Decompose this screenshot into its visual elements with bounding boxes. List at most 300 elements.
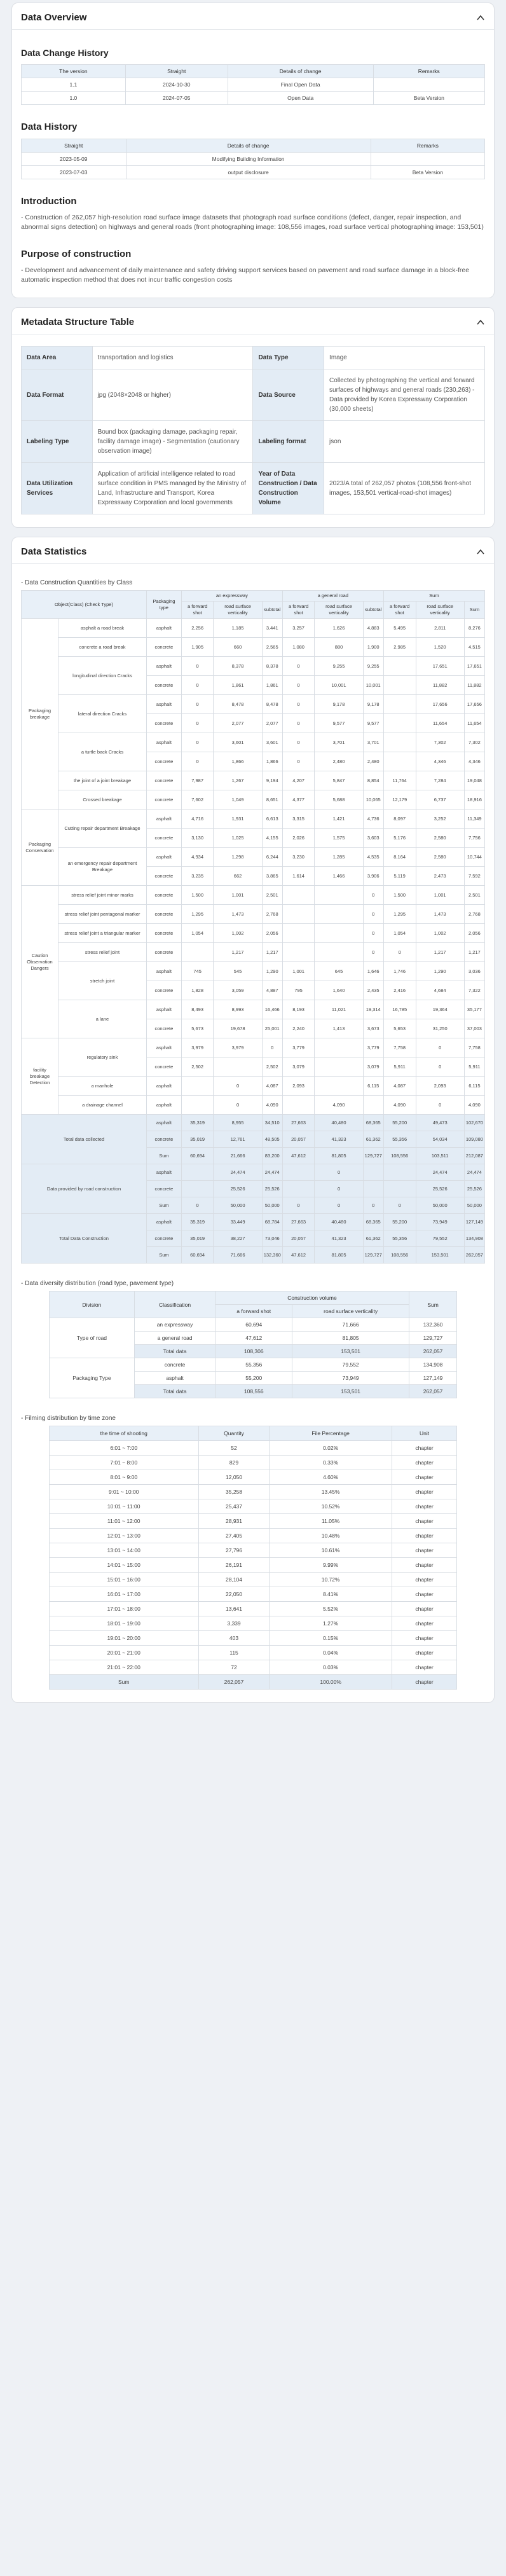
table-cell [282, 1164, 315, 1181]
table-cell: 134,908 [464, 1230, 484, 1247]
column-header: Details of change [228, 65, 373, 78]
table-cell: asphalt [146, 1077, 181, 1096]
table-row [49, 1470, 456, 1485]
table-cell: 0 [262, 1038, 282, 1057]
table-cell: 127,149 [464, 1214, 484, 1230]
data-statistics-card [11, 537, 495, 1703]
table-cell: 47,612 [282, 1247, 315, 1264]
table-cell: 6,244 [262, 848, 282, 867]
metadata-row [22, 463, 485, 514]
group-label: Packaging breakage [22, 619, 58, 809]
table-row [49, 1587, 456, 1602]
metadata-value: Application of artificial intelligence related to road surface condition in PMS managed by the Ministry of Land, Infrastructure and Transport, Korea Expressway Corporation and local governments [92, 463, 253, 514]
table-cell: 11,654 [416, 714, 464, 733]
table-cell [282, 905, 315, 924]
table-cell: asphalt [146, 1000, 181, 1019]
table-cell: 4,346 [416, 752, 464, 771]
table-cell [315, 1077, 363, 1096]
table-cell: 1,267 [214, 771, 262, 790]
table-cell: 129,727 [363, 1247, 383, 1264]
table-cell: 212,087 [464, 1148, 484, 1164]
table-cell: 103,511 [416, 1148, 464, 1164]
table-cell: 9,577 [315, 714, 363, 733]
table-cell: 645 [315, 962, 363, 981]
table-cell: 26,191 [198, 1558, 270, 1573]
table-cell: 9.99% [270, 1558, 392, 1573]
table-cell: 2024-10-30 [125, 78, 228, 92]
table-cell: 545 [214, 962, 262, 981]
table-cell: 16,466 [262, 1000, 282, 1019]
table-cell: concrete [146, 1181, 181, 1197]
table-cell: 880 [315, 638, 363, 657]
table-cell [282, 924, 315, 943]
table-cell: concrete [146, 771, 181, 790]
table-cell: 71,666 [292, 1318, 409, 1332]
table-cell: asphalt [146, 657, 181, 676]
table-cell: 7,592 [464, 867, 484, 886]
table-cell: 50,000 [214, 1197, 262, 1214]
table-row [49, 1514, 456, 1529]
table-cell: 48,505 [262, 1131, 282, 1148]
table-cell: 0 [282, 695, 315, 714]
table-cell: 0 [181, 752, 214, 771]
chevron-up-icon[interactable] [476, 318, 485, 327]
table-cell: 13:01 ~ 14:00 [49, 1543, 198, 1558]
table-cell: 73,046 [262, 1230, 282, 1247]
table-cell: 2,480 [363, 752, 383, 771]
data-overview-card [11, 3, 495, 298]
table-cell: 4,515 [464, 638, 484, 657]
table-cell: 24,474 [464, 1164, 484, 1181]
change-history-table [21, 64, 485, 105]
table-row [49, 1441, 456, 1456]
table-cell: chapter [392, 1675, 456, 1690]
table-cell: asphalt [146, 962, 181, 981]
table-cell: 132,360 [409, 1318, 456, 1332]
table-cell: 0 [363, 943, 383, 962]
table-cell: 3,036 [464, 962, 484, 981]
table-cell: 2,502 [181, 1057, 214, 1077]
table-cell: 1,001 [214, 886, 262, 905]
table-cell: concrete [146, 886, 181, 905]
table-cell: 5.52% [270, 1602, 392, 1616]
table-row [22, 924, 485, 943]
table-cell: 81,805 [292, 1332, 409, 1345]
table-cell: 1,646 [363, 962, 383, 981]
table-cell: 4,090 [464, 1096, 484, 1115]
metadata-label: Data Area [22, 347, 93, 369]
table-cell: 0 [363, 905, 383, 924]
table-row [49, 1456, 456, 1470]
table-cell: 1,290 [262, 962, 282, 981]
table-cell: chapter [392, 1499, 456, 1514]
table-cell: 7,302 [416, 733, 464, 752]
table-row [22, 92, 485, 105]
table-cell: 262,057 [198, 1675, 270, 1690]
table-cell: 1,298 [214, 848, 262, 867]
chevron-up-icon[interactable] [476, 13, 485, 22]
table-cell: concrete [146, 867, 181, 886]
table-cell: 0 [315, 1197, 363, 1214]
table-cell: concrete [146, 1131, 181, 1148]
table-cell: 49,473 [416, 1115, 464, 1131]
table-cell: 3,603 [363, 829, 383, 848]
table-cell: 8,378 [262, 657, 282, 676]
table-cell: 108,556 [383, 1247, 416, 1264]
table-cell: 2,077 [214, 714, 262, 733]
table-cell: 13,641 [198, 1602, 270, 1616]
table-cell: 20:01 ~ 21:00 [49, 1646, 198, 1660]
division-label: Type of road [49, 1318, 134, 1358]
table-cell: 0 [282, 752, 315, 771]
table-cell: 6,737 [416, 790, 464, 809]
table-cell: 68,784 [262, 1214, 282, 1230]
table-cell: 20,057 [282, 1131, 315, 1148]
table-cell: 5,847 [315, 771, 363, 790]
table-cell [383, 676, 416, 695]
time-zone-table [49, 1426, 457, 1690]
metadata-label: Data Type [253, 347, 324, 369]
table-cell: 35,019 [181, 1230, 214, 1247]
table-cell: 7,758 [383, 1038, 416, 1057]
table-cell: 11,882 [416, 676, 464, 695]
table-cell: 35,177 [464, 1000, 484, 1019]
table-cell: 0 [181, 695, 214, 714]
metadata-label: Labeling Type [22, 421, 93, 463]
table-cell: 60,694 [181, 1247, 214, 1264]
table-cell: 7,987 [181, 771, 214, 790]
forward-shot-header: a forward shot [282, 602, 315, 619]
table-cell: 18,916 [464, 790, 484, 809]
table-row [22, 943, 485, 962]
table-row [22, 1096, 485, 1115]
table-cell [363, 1096, 383, 1115]
table-cell: chapter [392, 1441, 456, 1456]
table-row [49, 1543, 456, 1558]
table-cell: 1,473 [214, 905, 262, 924]
object-label: the joint of a joint breakage [58, 771, 147, 790]
table-cell: 9,178 [363, 695, 383, 714]
table-cell: Beta Version [373, 92, 484, 105]
table-cell: 16:01 ~ 17:00 [49, 1587, 198, 1602]
table-cell: 55,200 [215, 1372, 292, 1385]
table-cell: 7:01 ~ 8:00 [49, 1456, 198, 1470]
total-row [22, 1214, 485, 1230]
table-cell: 5,673 [181, 1019, 214, 1038]
table-cell: 108,556 [215, 1385, 292, 1398]
table-cell: 5,176 [383, 829, 416, 848]
introduction-heading: Introduction [21, 196, 77, 207]
metadata-card [11, 307, 495, 528]
metadata-header[interactable] [12, 308, 494, 334]
data-statistics-title: Data Statistics [21, 546, 87, 557]
table-cell: concrete [146, 790, 181, 809]
table-cell: 17,651 [416, 657, 464, 676]
purpose-heading: Purpose of construction [21, 249, 132, 259]
metadata-value: json [324, 421, 485, 463]
column-header: Straight [125, 65, 228, 78]
table-cell: 17,656 [416, 695, 464, 714]
metadata-table [21, 346, 485, 514]
table-cell: 27,796 [198, 1543, 270, 1558]
table-cell: 0 [181, 657, 214, 676]
table-cell: 8,164 [383, 848, 416, 867]
table-row [22, 733, 485, 752]
table-cell: 3,315 [282, 809, 315, 829]
table-cell: 4,934 [181, 848, 214, 867]
table-cell [282, 1181, 315, 1197]
table-cell [315, 1057, 363, 1077]
table-row [49, 1573, 456, 1587]
table-cell: 52 [198, 1441, 270, 1456]
table-cell: 6,613 [262, 809, 282, 829]
table-cell: 153,501 [292, 1345, 409, 1358]
table-cell: concrete [146, 829, 181, 848]
table-cell: 19,048 [464, 771, 484, 790]
table-cell: 1,001 [416, 886, 464, 905]
object-label: stress relief joint minor marks [58, 886, 147, 905]
table-cell: 109,080 [464, 1131, 484, 1148]
table-cell: 4,535 [363, 848, 383, 867]
table-cell: 2023-07-03 [22, 166, 126, 179]
table-cell: 134,908 [409, 1358, 456, 1372]
table-cell: 4,090 [315, 1096, 363, 1115]
table-cell: 0.33% [270, 1456, 392, 1470]
table-cell: 4,883 [363, 619, 383, 638]
table-cell: 24,474 [262, 1164, 282, 1181]
table-cell: 24,474 [416, 1164, 464, 1181]
table-cell: 4,377 [282, 790, 315, 809]
table-cell: asphalt [146, 733, 181, 752]
table-row [22, 1038, 485, 1057]
table-cell: 4,736 [363, 809, 383, 829]
table-cell: Modifying Building Information [126, 153, 371, 166]
table-cell [383, 657, 416, 676]
table-cell: 8,993 [214, 1000, 262, 1019]
table-cell: chapter [392, 1456, 456, 1470]
table-cell: 61,362 [363, 1131, 383, 1148]
table-cell: asphalt [135, 1372, 215, 1385]
table-cell: 662 [214, 867, 262, 886]
object-label: Cutting repair department Breakage [58, 809, 147, 848]
object-label: a turtle back Cracks [58, 733, 147, 771]
table-cell: 3,779 [282, 1038, 315, 1057]
table-cell: 18:01 ~ 19:00 [49, 1616, 198, 1631]
table-cell: 27,405 [198, 1529, 270, 1543]
table-cell: asphalt [146, 1115, 181, 1131]
subtotal-header: subtotal [262, 602, 282, 619]
table-cell: 0 [363, 886, 383, 905]
table-cell: 3,979 [181, 1038, 214, 1057]
data-history-heading: Data History [21, 121, 78, 132]
metadata-label: Labeling format [253, 421, 324, 463]
table-cell: 0.03% [270, 1660, 392, 1675]
table-cell: 21:01 ~ 22:00 [49, 1660, 198, 1675]
table-cell: 2,256 [181, 619, 214, 638]
table-cell: concrete [146, 752, 181, 771]
time-zone-subheading: - Filming distribution by time zone [21, 1415, 116, 1422]
table-cell: concrete [146, 1019, 181, 1038]
table-cell: 17,656 [464, 695, 484, 714]
metadata-label: Data Format [22, 369, 93, 421]
table-cell [383, 752, 416, 771]
table-cell: 81,805 [315, 1148, 363, 1164]
table-cell: 1,828 [181, 981, 214, 1000]
table-cell: 0 [282, 1197, 315, 1214]
table-cell: 25,526 [214, 1181, 262, 1197]
table-cell: Open Data [228, 92, 373, 105]
table-cell: 2,240 [282, 1019, 315, 1038]
table-cell: 129,727 [363, 1148, 383, 1164]
metadata-row [22, 347, 485, 369]
table-cell: 12,179 [383, 790, 416, 809]
table-cell: 79,552 [416, 1230, 464, 1247]
table-cell: asphalt [146, 619, 181, 638]
table-cell: 2,056 [464, 924, 484, 943]
table-cell: 0.15% [270, 1631, 392, 1646]
table-cell: 17,651 [464, 657, 484, 676]
table-cell: 35,258 [198, 1485, 270, 1499]
table-cell: 10,001 [363, 676, 383, 695]
table-cell: 3,230 [282, 848, 315, 867]
classification-header: Classification [135, 1291, 215, 1318]
table-cell: 68,365 [363, 1214, 383, 1230]
table-cell [315, 905, 363, 924]
table-cell: 3,441 [262, 619, 282, 638]
table-cell: 7,758 [464, 1038, 484, 1057]
table-cell: concrete [146, 981, 181, 1000]
table-row [49, 1646, 456, 1660]
table-cell: Sum [146, 1148, 181, 1164]
table-cell: 3,701 [315, 733, 363, 752]
table-cell: 0 [416, 1038, 464, 1057]
table-cell: 7,284 [416, 771, 464, 790]
expressway-header: an expressway [181, 591, 282, 602]
table-cell: 16,785 [383, 1000, 416, 1019]
object-label: longitudinal direction Cracks [58, 657, 147, 695]
table-row [49, 1602, 456, 1616]
table-cell: 102,670 [464, 1115, 484, 1131]
table-row [22, 962, 485, 981]
table-cell: 8,378 [214, 657, 262, 676]
column-header: Details of change [126, 139, 371, 153]
table-cell: 10,001 [315, 676, 363, 695]
table-cell: 1,861 [262, 676, 282, 695]
table-cell [383, 695, 416, 714]
table-cell: 7,602 [181, 790, 214, 809]
table-cell: 8,097 [383, 809, 416, 829]
data-statistics-header[interactable] [12, 537, 494, 564]
table-cell: 0.04% [270, 1646, 392, 1660]
table-cell: 8,478 [262, 695, 282, 714]
table-cell: 4,684 [416, 981, 464, 1000]
metadata-value: jpg (2048×2048 or higher) [92, 369, 253, 421]
table-cell: 28,931 [198, 1514, 270, 1529]
table-cell: 35,319 [181, 1214, 214, 1230]
table-cell: 71,666 [214, 1247, 262, 1264]
table-cell: 4,090 [262, 1096, 282, 1115]
table-row [49, 1499, 456, 1514]
table-row [22, 619, 485, 638]
group-label: Caution Observation Dangers [22, 886, 58, 1038]
table-cell: 35,319 [181, 1115, 214, 1131]
subtotal-header: subtotal [363, 602, 383, 619]
table-cell: 5,911 [464, 1057, 484, 1077]
table-cell: 10.48% [270, 1529, 392, 1543]
table-cell: asphalt [146, 1214, 181, 1230]
table-cell: 8,493 [181, 1000, 214, 1019]
chevron-up-icon[interactable] [476, 548, 485, 556]
table-cell: 60,694 [181, 1148, 214, 1164]
table-cell: 27,663 [282, 1115, 315, 1131]
table-cell: 0 [181, 714, 214, 733]
table-cell: 4,155 [262, 829, 282, 848]
table-cell: 2,768 [262, 905, 282, 924]
table-cell: 2,077 [262, 714, 282, 733]
table-cell [181, 1096, 214, 1115]
table-cell [315, 886, 363, 905]
metadata-value: transportation and logistics [92, 347, 253, 369]
table-cell: 2,580 [416, 848, 464, 867]
table-row [49, 1529, 456, 1543]
table-cell: 108,306 [215, 1345, 292, 1358]
division-label: Packaging Type [49, 1358, 134, 1398]
table-cell: 21,666 [214, 1148, 262, 1164]
table-cell: concrete [135, 1358, 215, 1372]
table-cell: concrete [146, 714, 181, 733]
metadata-row [22, 369, 485, 421]
table-cell: 4,087 [383, 1077, 416, 1096]
table-cell: 47,612 [282, 1148, 315, 1164]
table-cell [371, 153, 484, 166]
sum-header: Sum [383, 591, 484, 602]
table-cell: 3,701 [363, 733, 383, 752]
table-cell: 5,653 [383, 1019, 416, 1038]
table-cell: concrete [146, 1230, 181, 1247]
table-cell: 1,614 [282, 867, 315, 886]
table-cell: 5,688 [315, 790, 363, 809]
table-cell: concrete [146, 905, 181, 924]
table-cell: 8,478 [214, 695, 262, 714]
table-cell: 34,510 [262, 1115, 282, 1131]
table-cell: 2,093 [416, 1077, 464, 1096]
table-cell: asphalt [146, 848, 181, 867]
table-cell: 25,526 [262, 1181, 282, 1197]
div-vertical-header: road surface verticality [292, 1305, 409, 1318]
table-cell: 19,314 [363, 1000, 383, 1019]
table-cell: 73,949 [416, 1214, 464, 1230]
table-row [49, 1358, 456, 1372]
table-cell: 3,257 [282, 619, 315, 638]
table-row [49, 1558, 456, 1573]
table-row [22, 886, 485, 905]
total-label: Total Data Construction [22, 1214, 147, 1264]
table-cell: 3,601 [214, 733, 262, 752]
group-label: facility breakage Detection [22, 1038, 58, 1115]
introduction-text: - Construction of 262,057 high-resolution road surface image datasets that photograph road surface conditions (defect, danger, repair inspection, and abnormal signs detection) on highways and general roads (front photographing image: 108,556 images, road surface vertical photographing image: 153,501) [21, 214, 484, 231]
data-overview-header[interactable] [12, 3, 494, 30]
object-header: Object(Class) (Check Type) [22, 591, 147, 619]
table-cell: 10.61% [270, 1543, 392, 1558]
table-cell: 50,000 [262, 1197, 282, 1214]
table-cell [383, 1164, 416, 1181]
table-cell: 17:01 ~ 18:00 [49, 1602, 198, 1616]
table-cell: 25,526 [416, 1181, 464, 1197]
table-cell: 1,640 [315, 981, 363, 1000]
table-cell: 28,104 [198, 1573, 270, 1587]
table-row [22, 695, 485, 714]
table-cell: 3,079 [282, 1057, 315, 1077]
